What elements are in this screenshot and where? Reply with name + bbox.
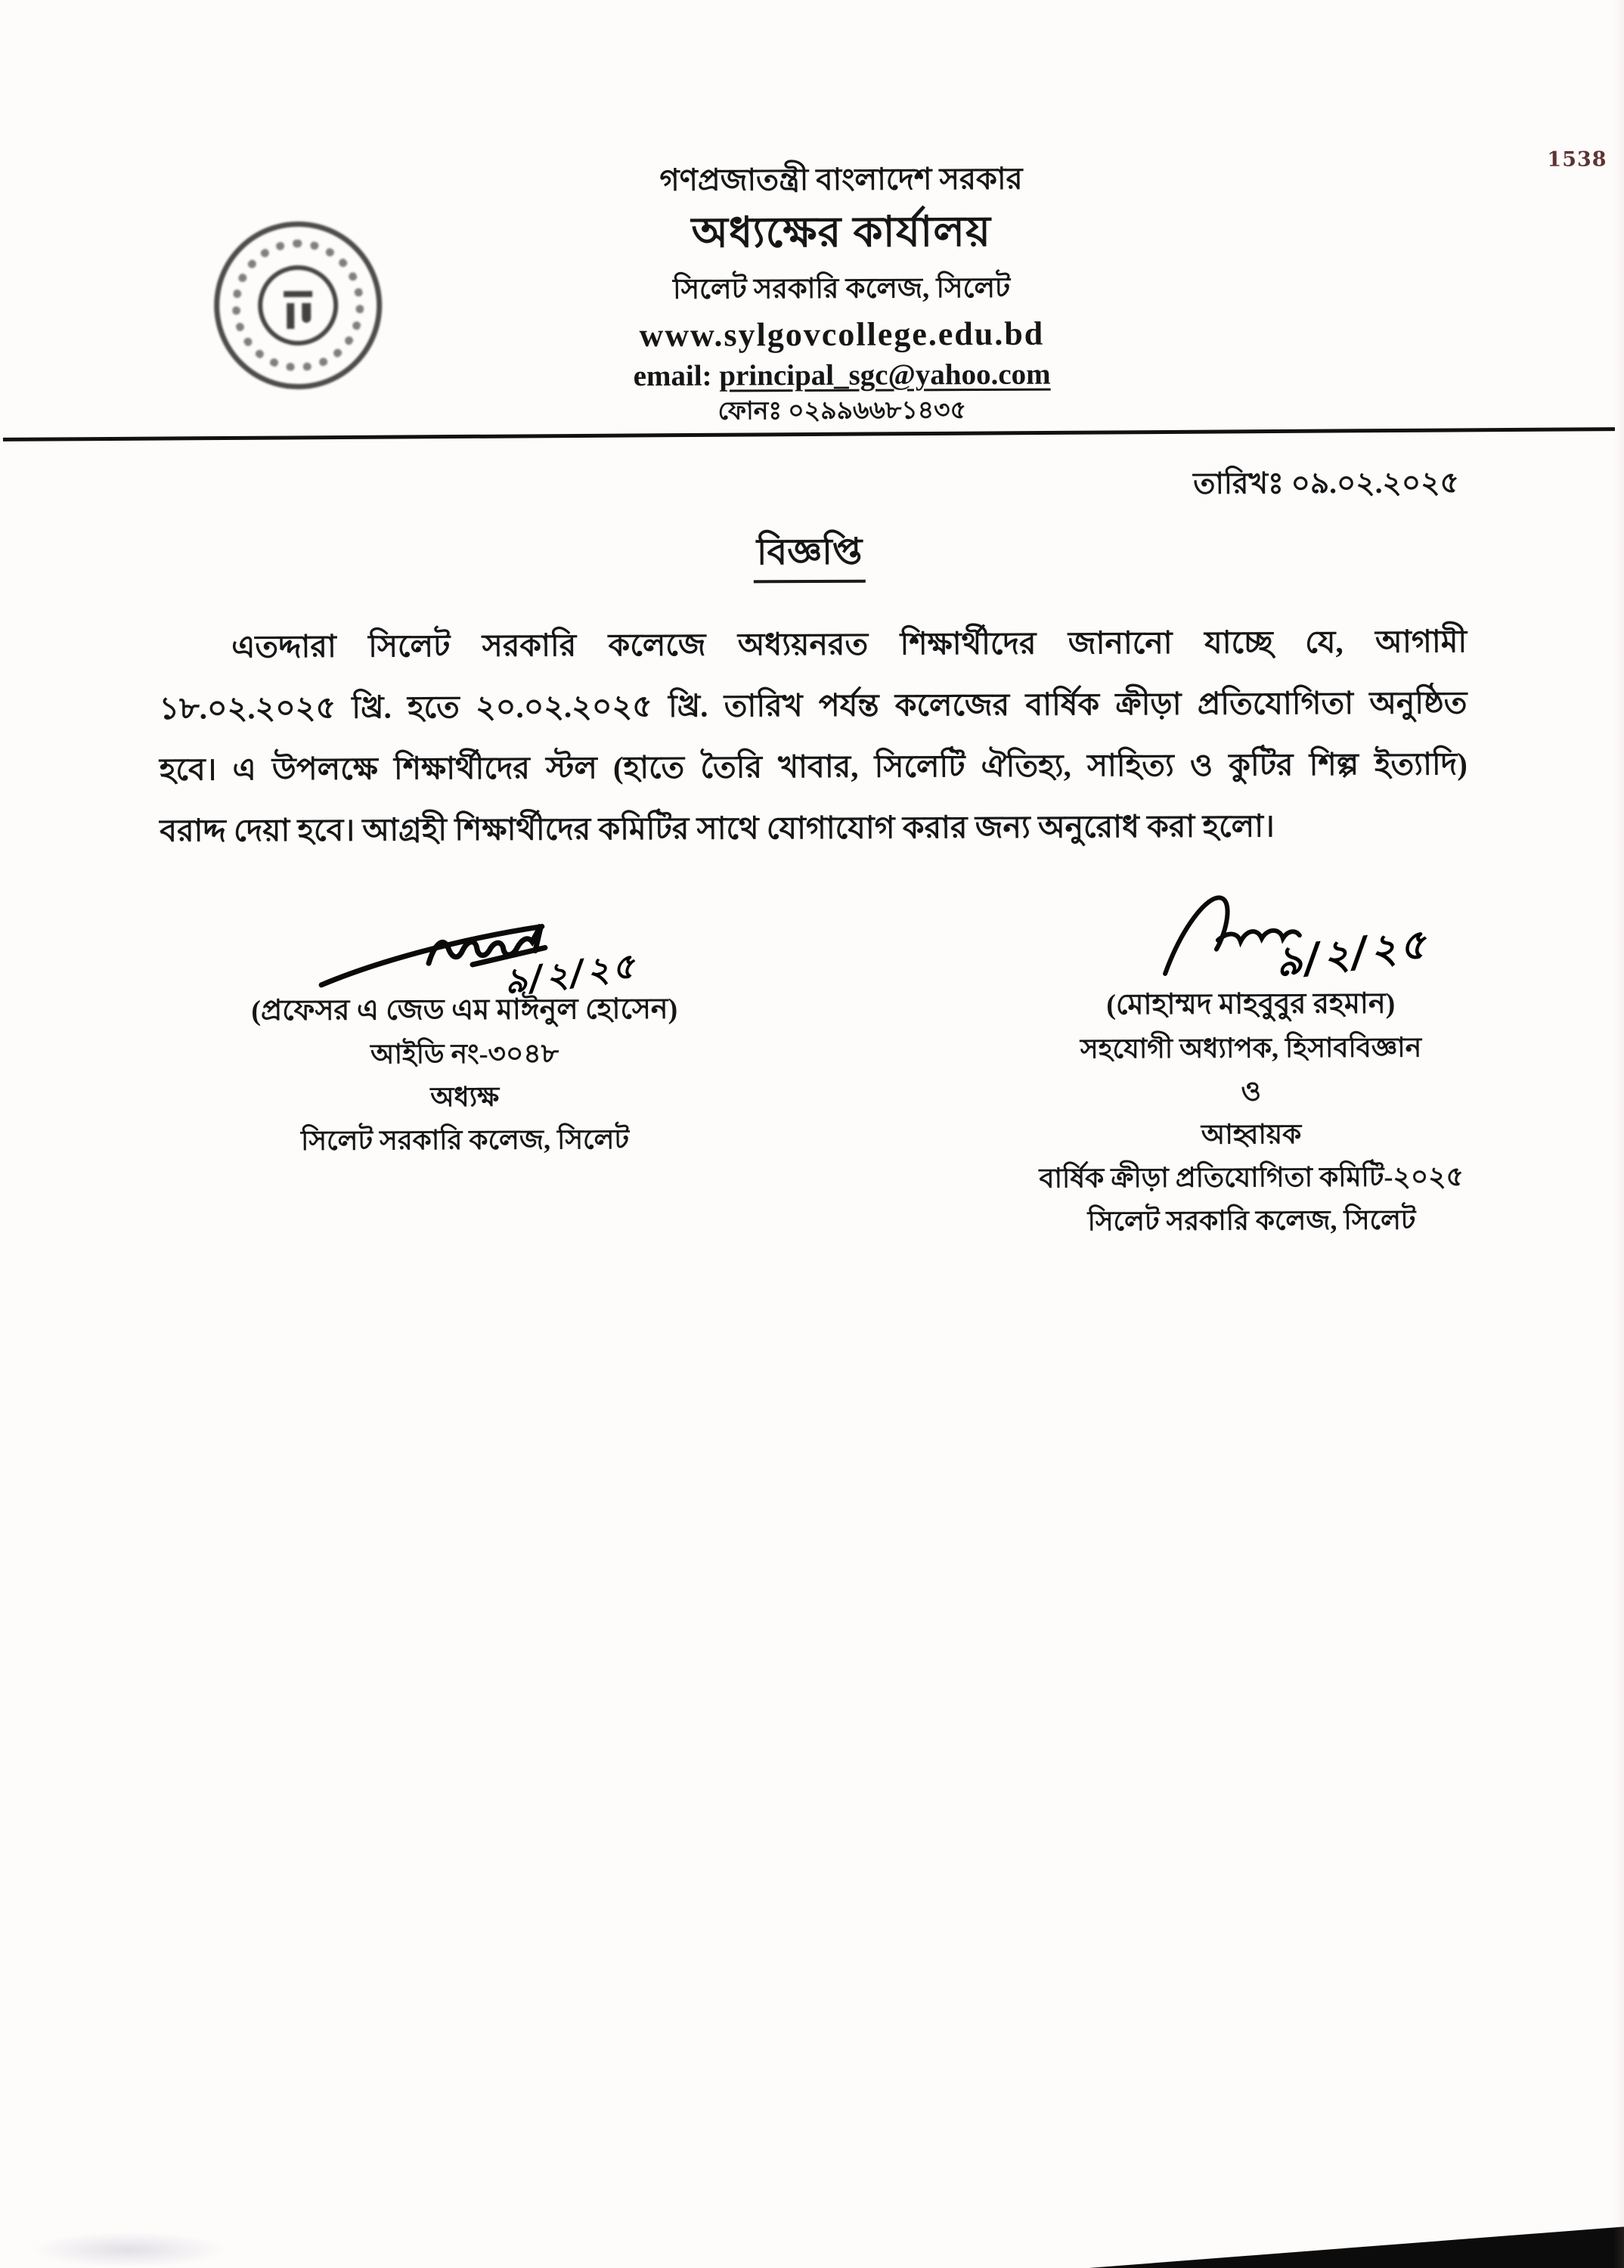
right-signatory-organization: সিলেট সরকারি কলেজ, সিলেট	[1087, 1204, 1416, 1237]
date-line: তারিখঃ ০৯.০২.২০২৫	[1193, 466, 1459, 500]
website-line: www.sylgovcollege.edu.bd	[639, 314, 1045, 354]
reference-number: 1538	[1547, 147, 1607, 172]
right-signatory-name: (মোহাম্মদ মাহবুবুর রহমান)	[1106, 987, 1396, 1021]
body-line: বরাদ্দ দেয়া হবে। আগ্রহী শিক্ষার্থীদের কমিটির সাথে যোগাযোগ করার জন্য অনুরোধ করা হলো।	[160, 808, 1275, 848]
right-signatory-conjunction: ও	[1241, 1076, 1262, 1107]
letterhead	[387, 163, 1295, 426]
seal-emblem	[280, 291, 315, 333]
email-label: email:	[633, 359, 720, 393]
left-signature-block	[225, 995, 705, 1171]
college-seal	[214, 221, 383, 389]
left-signatory-id: আইডি নং-৩০৪৮	[370, 1038, 559, 1070]
right-signature-block	[988, 989, 1514, 1251]
right-handwritten-date: ৯/২/২৫	[1272, 919, 1432, 987]
left-handwritten-date: ৯/২/২৫	[501, 944, 640, 1002]
body-line: হবে। এ উপলক্ষে শিক্ষার্থীদের স্টল (হাতে তৈরি খাবার, সিলেটি ঐতিহ্য, সাহিত্য ও কুটির শিল্প ইত্যাদি)	[159, 746, 1467, 787]
body-line: এতদ্দারা সিলেট সরকারি কলেজে অধ্যয়নরত শিক্ষার্থীদের জানানো যাচ্ছে যে, আগামী	[231, 624, 1467, 665]
government-line: গণপ্রজাতন্ত্রী বাংলাদেশ সরকার	[659, 161, 1023, 197]
college-line: সিলেট সরকারি কলেজ, সিলেট	[673, 272, 1011, 305]
email-address: principal_sgc@yahoo.com	[719, 358, 1051, 392]
notice-body	[159, 611, 1467, 862]
email-line	[389, 358, 1296, 392]
body-line: ১৮.০২.২০২৫ খ্রি. হতে ২০.০২.২০২৫ খ্রি. তারিখ পর্যন্ত কলেজের বার্ষিক ক্রীড়া প্রতিযোগিতা অনুষ্ঠিত	[159, 685, 1467, 726]
notice-title	[0, 521, 1622, 587]
scan-edge-shade	[1613, 0, 1624, 2268]
left-signatory-designation: অধ্যক্ষ	[430, 1081, 500, 1113]
right-signatory-role: আহ্বায়ক	[1201, 1119, 1302, 1150]
right-signatory-committee: বার্ষিক ক্রীড়া প্রতিযোগিতা কমিটি-২০২৫	[1039, 1161, 1464, 1194]
header-divider	[3, 427, 1615, 442]
scan-smudge	[30, 2232, 227, 2268]
notice-title-text: বিজ্ঞপ্তি	[754, 532, 866, 584]
right-signatory-designation: সহযোগী অধ্যাপক, হিসাববিজ্ঞান	[1080, 1032, 1422, 1064]
left-signatory-organization: সিলেট সরকারি কলেজ, সিলেট	[300, 1124, 630, 1156]
office-line: অধ্যক্ষের কার্যালয়	[691, 208, 992, 257]
phone-line: ফোনঃ ০২৯৯৬৬৮১৪৩৫	[717, 397, 967, 426]
left-signatory-name: (প্রফেসর এ জেড এম মাঈনুল হোসেন)	[251, 993, 678, 1027]
